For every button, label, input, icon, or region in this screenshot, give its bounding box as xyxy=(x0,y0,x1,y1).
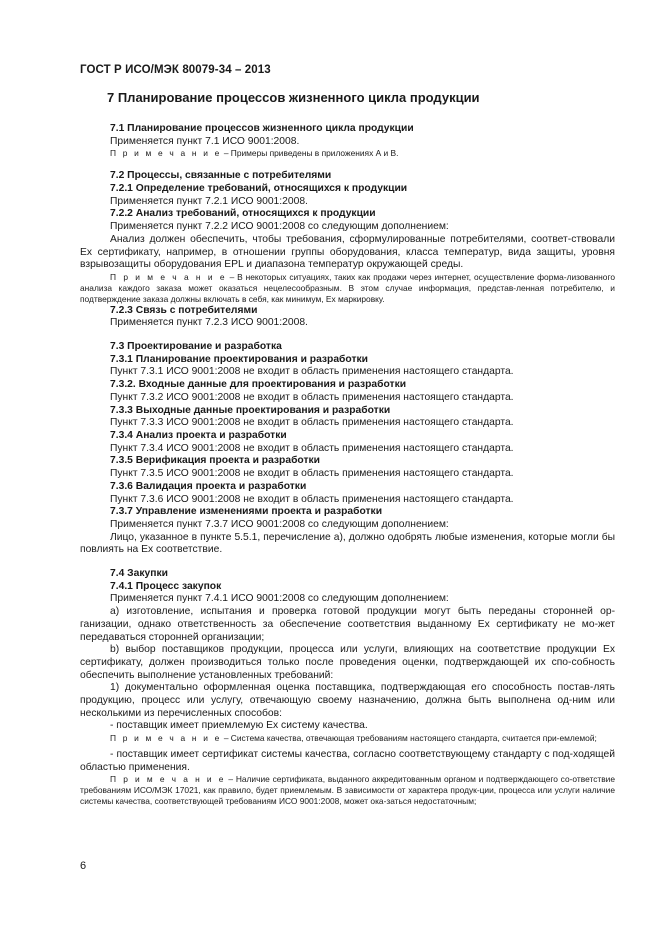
note-label: П р и м е ч а н и е xyxy=(110,271,227,282)
section-heading: 7.2 Процессы, связанные с потребителями xyxy=(110,170,332,182)
note-label: П р и м е ч а н и е xyxy=(110,774,226,785)
chapter-title: 7 Планирование процессов жизненного цикла продукции xyxy=(107,90,480,105)
note-label: П р и м е ч а н и е xyxy=(110,733,222,744)
note xyxy=(80,272,615,305)
page-number: 6 xyxy=(80,860,87,872)
paragraph: Применяется пункт 7.4.1 ИСО 9001:2008 со следующим дополнением: xyxy=(110,593,449,605)
section-heading: 7.3.2. Входные данные для проектирования и разработки xyxy=(110,379,407,391)
note xyxy=(80,774,615,807)
section-heading: 7.1 Планирование процессов жизненного цикла продукции xyxy=(110,123,414,134)
paragraph: Применяется пункт 7.2.3 ИСО 9001:2008. xyxy=(110,317,308,329)
section-heading: 7.3.1 Планирование проектирования и разработки xyxy=(110,353,368,365)
section-heading: 7.3.5 Верификация проекта и разработки xyxy=(110,455,320,467)
section-heading: 7.2.2 Анализ требований, относящихся к продукции xyxy=(110,208,376,220)
paragraph: Применяется пункт 7.1 ИСО 9001:2008. xyxy=(110,135,300,147)
section-heading: 7.3.7 Управление изменениями проекта и разработки xyxy=(110,506,383,518)
section-heading: 7.4 Закупки xyxy=(110,568,168,580)
paragraph: Пункт 7.3.6 ИСО 9001:2008 не входит в область применения настоящего стандарта. xyxy=(110,493,514,505)
section-heading: 7.2.1 Определение требований, относящихся к продукции xyxy=(110,183,408,195)
note-text: – В некоторых ситуациях, таких как продажи через интернет, осуществление форма-лизованного анализа каждого заказа может оказаться нецелесообразным. В этом случае информация, представ-ленная потребителю, и подтверждение заказа должны включать в себя, как минимум, Ex маркировку. xyxy=(80,271,615,304)
section-heading: 7.3 Проектирование и разработка xyxy=(110,341,282,353)
list-item: 1) документально оформленная оценка поставщика, подтверждающая его способность постав-лять продукцию, процесс или услугу, отвечающую своему назначению, должна быть выполнена од-ним или несколькими из перечисленных способов: xyxy=(80,682,615,719)
paragraph: Применяется пункт 7.3.7 ИСО 9001:2008 со следующим дополнением: xyxy=(110,518,449,530)
list-item: а) изготовление, испытания и проверка готовой продукции могут быть переданы сторонней ор-ганизации, однако ответственность за обеспечение соответствия выданному Ex сертификату не мо-жет передаваться сторонней организации; xyxy=(80,606,615,643)
note-label: П р и м е ч а н и е xyxy=(110,148,222,159)
standard-header: ГОСТ Р ИСО/МЭК 80079-34 – 2013 xyxy=(80,64,271,76)
note xyxy=(80,148,615,159)
note-text: – Примеры приведены в приложениях А и В. xyxy=(221,148,399,159)
list-item: b) выбор поставщиков продукции, процесса или услуги, влияющих на соответствие продукции Ex сертификату, должен производиться только после проведения оценки, подтверждающей их спо-собность обеспечить выполнение установленных требований: xyxy=(80,644,615,681)
paragraph: Применяется пункт 7.2.2 ИСО 9001:2008 со следующим дополнением: xyxy=(110,221,449,233)
paragraph: Пункт 7.3.2 ИСО 9001:2008 не входит в область применения настоящего стандарта. xyxy=(110,391,514,403)
section-heading: 7.2.3 Связь с потребителями xyxy=(110,304,258,316)
body-text xyxy=(80,123,615,807)
paragraph: Применяется пункт 7.2.1 ИСО 9001:2008. xyxy=(110,195,308,207)
list-item: - поставщик имеет приемлемую Ex систему качества. xyxy=(110,720,368,732)
section-heading: 7.3.4 Анализ проекта и разработки xyxy=(110,429,287,441)
paragraph: Пункт 7.3.5 ИСО 9001:2008 не входит в область применения настоящего стандарта. xyxy=(110,468,514,480)
section-heading: 7.3.6 Валидация проекта и разработки xyxy=(110,480,307,492)
section-heading: 7.3.3 Выходные данные проектирования и разработки xyxy=(110,404,391,416)
paragraph: Пункт 7.3.4 ИСО 9001:2008 не входит в область применения настоящего стандарта. xyxy=(110,442,514,454)
note xyxy=(80,733,615,744)
list-item: - поставщик имеет сертификат системы качества, согласно соответствующему стандарту с под-ходящей областью применения. xyxy=(80,749,615,773)
note-text: – Система качества, отвечающая требованиям настоящего стандарта, считается при-емлемой; xyxy=(221,733,597,744)
paragraph: Анализ должен обеспечить, чтобы требования, сформулированные потребителями, соответ-ствовали Ex сертификату, например, в отношении группы оборудования, класса температур, вида защиты, уровня взрывозащиты оборудования EPL и диапазона температур окружающей среды. xyxy=(80,233,615,271)
paragraph: Лицо, указанное в пункте 5.5.1, перечисление а), должно одобрять любые изменения, которые могли бы повлиять на Ex соответствие. xyxy=(80,531,615,556)
paragraph: Пункт 7.3.3 ИСО 9001:2008 не входит в область применения настоящего стандарта. xyxy=(110,417,514,429)
section-heading: 7.4.1 Процесс закупок xyxy=(110,580,222,592)
paragraph: Пункт 7.3.1 ИСО 9001:2008 не входит в область применения настоящего стандарта. xyxy=(110,366,514,378)
note-text: – Наличие сертификата, выданного аккредитованным органом и подтверждающего со-ответствие требованиям ИСО/МЭК 17021, как правило, будет приемлемым. В зависимости от характера продук-ции, процесса или услуги наличие системы качества, соответствующей требованиям ИСО 9001:2008, может ока-заться недостаточным; xyxy=(80,774,615,807)
